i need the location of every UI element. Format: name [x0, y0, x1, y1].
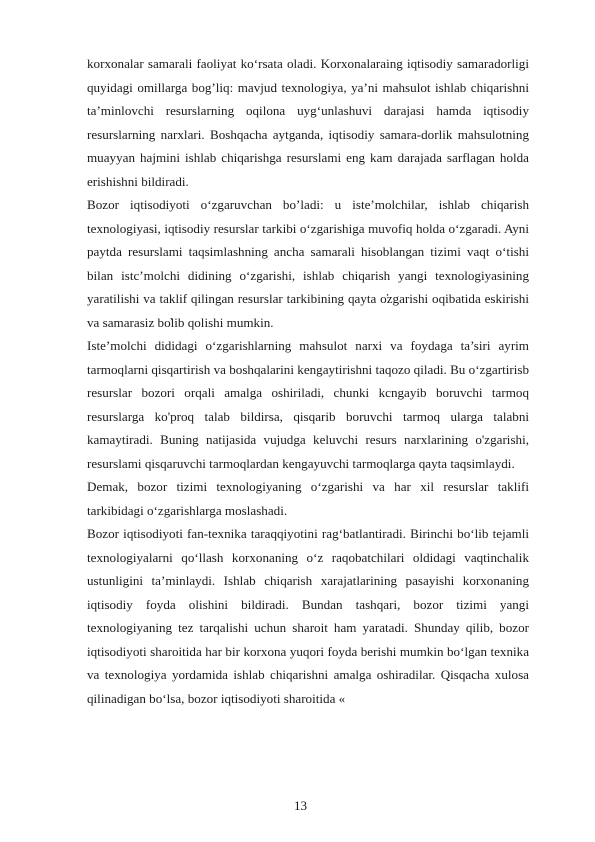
paragraph-technical-progress: Bozor iqtisodiyoti fan-texnika taraqqiyotini rag‘batlantiradi. Birinchi bo‘lib tejamli texnologiyalarni qo‘llash korxonaning o‘z raqobatchilari oldidagi vaqtinchalik ustunligini ta’minlaydi. Ishlab chiqarish xarajatlarining pasayishi korxonaning iqtisodiy foyda olishini bildiradi. Bundan tashqari, bozor tizimi yangi texnologiyaning tez tarqalishi uchun sharoit ham yaratadi. Shunday qilib, bozor iqtisodiyoti sharoitida har bir korxona yuqori foyda berishi mumkin bo‘lgan texnika va texnologiya yordamida ishlab chiqarishni amalga oshiradilar. Qisqacha xulosa qilinadigan bo‘lsa, bozor iqtisodiyoti sharoitida «: [87, 526, 529, 706]
page-number: 13: [293, 798, 308, 813]
paragraph-conclusion: Demak, bozor tizimi texnologiyaning o‘zgarishi va har xil resurslar taklifi tarkibidagi o‘zgarishlarga moslashadi.: [87, 479, 529, 518]
paragraph-efficiency: korxonalar samarali faoliyat ko‘rsata oladi. Korxonalaraing iqtisodiy samaradorligi quyidagi omillarga bog’liq: mavjud texnologiya, ya’ni mahsulot ishlab chiqarishni ta’minlovchi resurslarning oqilona uyg‘unlashuvi darajasi hamda iqtisodiy resurslarning narxlari. Boshqacha aytganda, iqtisodiy samara-dorlik mahsulotning muayyan hajmini ishlab chiqarishga resurslami eng kam darajada sarflagan holda erishishni bildiradi.: [87, 56, 529, 189]
paragraph-consumer-tastes: Iste’molchi dididagi o‘zgarishlarning mahsulot narxi va foydaga ta’siri ayrim tarmoqlarni qisqartirish va boshqalarini kengaytirishni taqozo qiladi. Bu o‘zgartirisb resurslar bozori orqali amalga oshiriladi, chunki kcngayib boruvchi tarmoq resurslarga ko'proq talab bildirsa, qisqarib boruvchi tarmoq ularga talabni kamaytiradi. Buning natijasida vujudga keluvchi resurs narxlarining o'zgarishi, resurslami qisqaruvchi tarmoqlardan kengayuvchi tarmoqlarga qayta taqsimlaydi.: [87, 338, 529, 471]
document-body: [87, 52, 529, 710]
paragraph-market-changes: Bozor iqtisodiyoti o‘zgaruvchan bo’ladi: u iste’molchilar, ishlab chiqarish texnologiyasi, iqtisodiy resurslar tarkibi o‘zgarishiga muvofiq holda o‘zgaradi. Ayni paytda resurslami taqsimlashning ancha samarali hisoblangan tizimi vaqt o‘tishi bilan istc’molchi didining o‘zgarishi, ishlab chiqarish yangi texnologiyasining yaratilishi va taklif qilingan resurslar tarkibining qayta o̕zgarishi oqibatida eskirishi va samarasiz bo̕lib qolishi mumkin.: [87, 197, 529, 330]
